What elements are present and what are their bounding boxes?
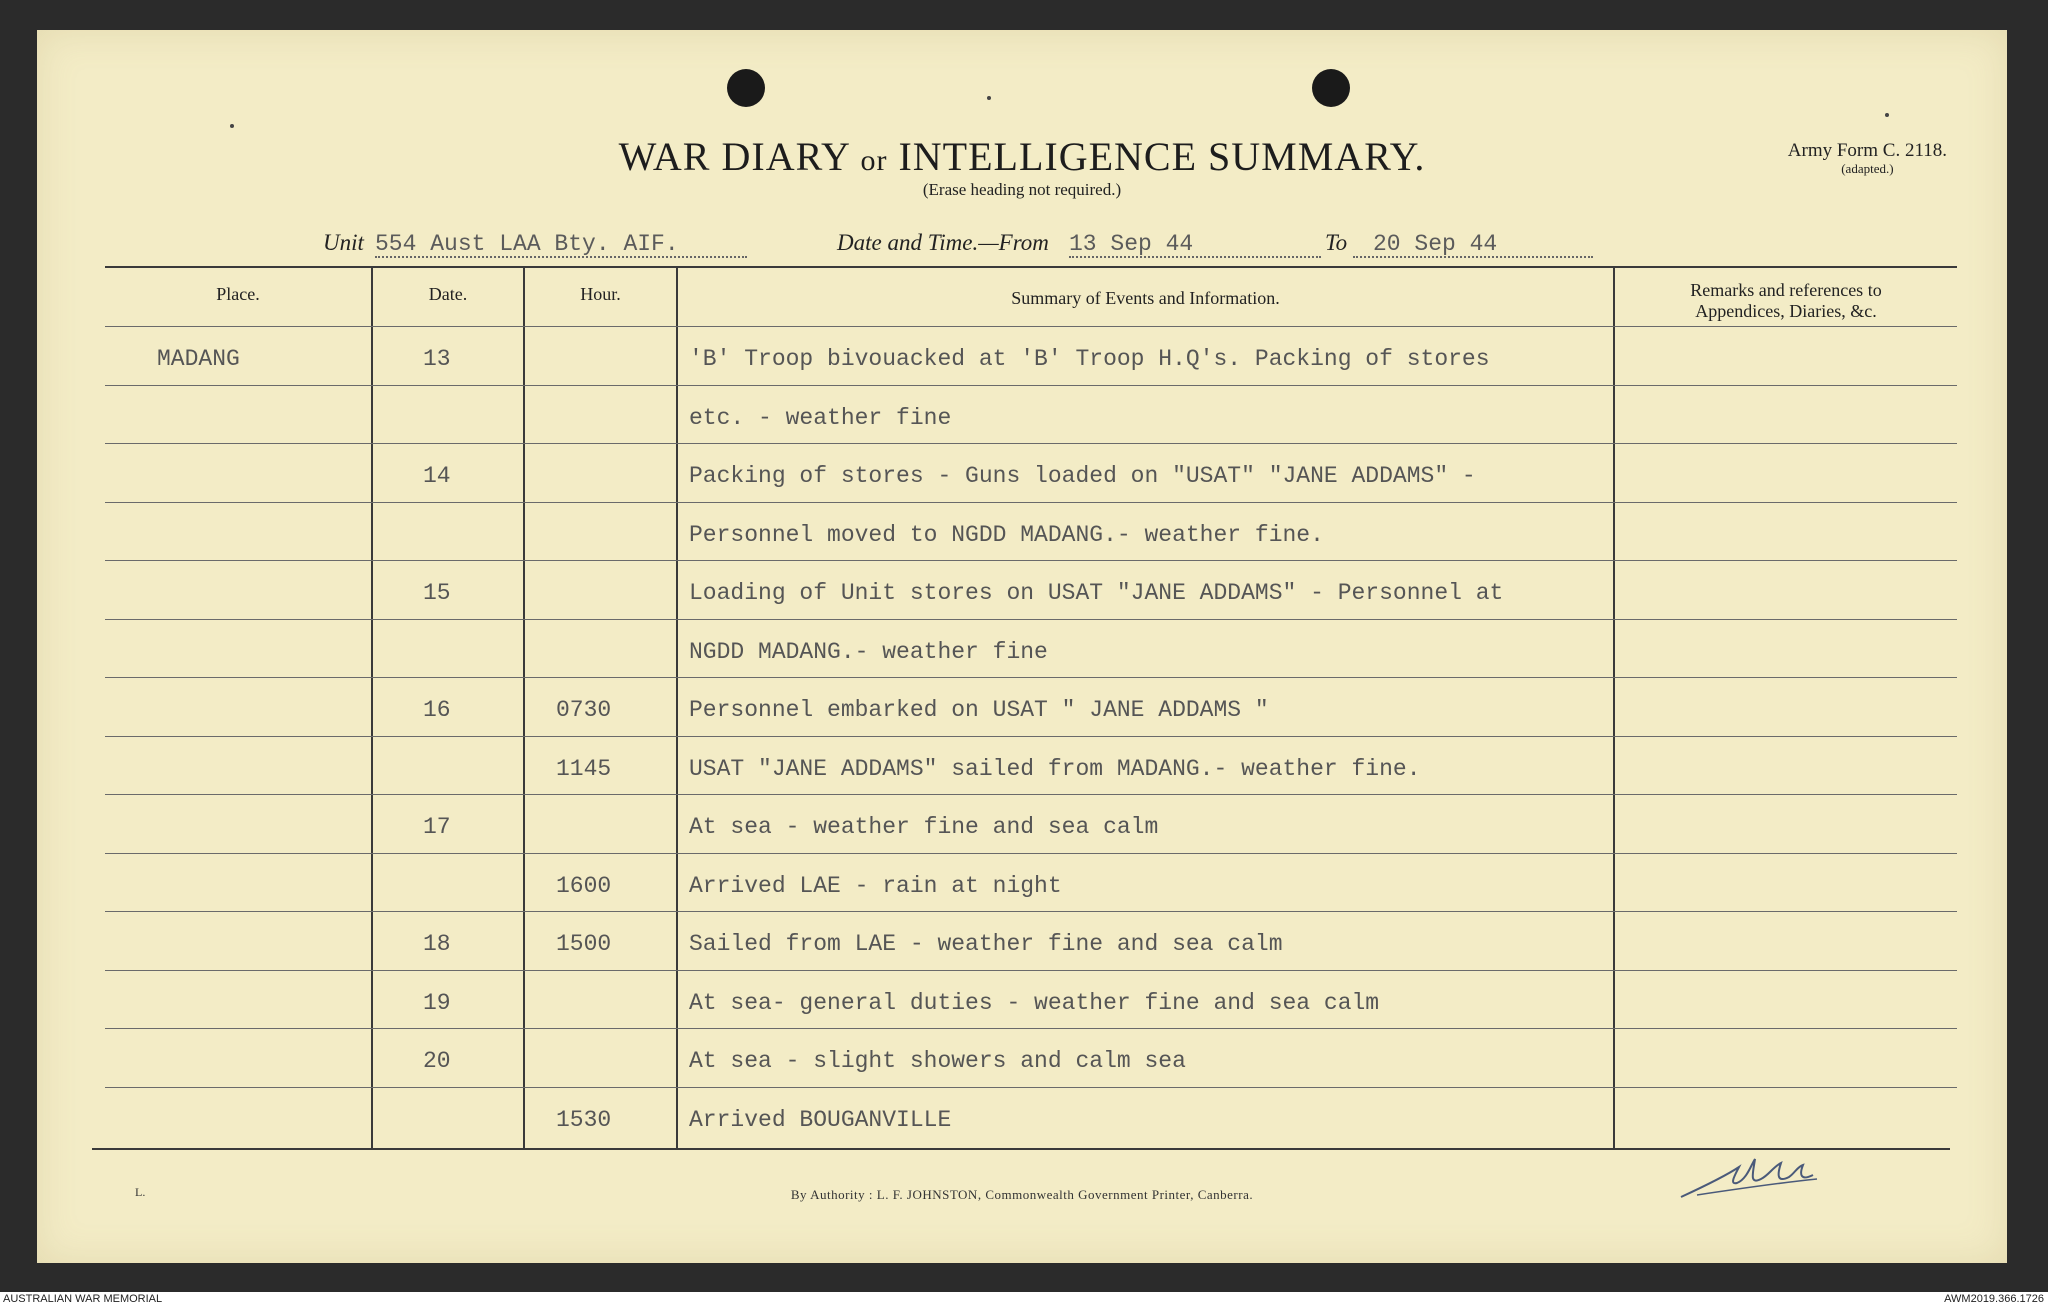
unit-date-line bbox=[323, 230, 1623, 266]
table-top-border bbox=[105, 266, 1957, 268]
column-header-remarks bbox=[1615, 280, 1957, 322]
column-header-summary: Summary of Events and Information. bbox=[1011, 288, 1280, 308]
table-bottom-border bbox=[92, 1148, 1950, 1150]
row-rule bbox=[105, 619, 1957, 620]
date-label: Date and Time.—From bbox=[837, 230, 1049, 255]
form-title bbox=[37, 133, 2007, 180]
summary-cell: Arrived LAE - rain at night bbox=[689, 872, 1062, 899]
form-subtitle: (Erase heading not required.) bbox=[922, 180, 1122, 199]
row-rule bbox=[105, 853, 1957, 854]
hour-cell: 0730 bbox=[556, 697, 612, 723]
summary-cell: Personnel embarked on USAT " JANE ADDAMS " bbox=[689, 697, 1269, 723]
title-part: INTELLIGENCE SUMMARY. bbox=[898, 134, 1426, 179]
unit-field bbox=[375, 230, 747, 258]
date-cell: 16 bbox=[423, 697, 451, 723]
row-rule bbox=[105, 794, 1957, 795]
date-cell: 15 bbox=[423, 580, 451, 606]
printer-authority: By Authority : L. F. JOHNSTON, Commonwealth Government Printer, Canberra. bbox=[790, 1187, 1254, 1202]
date-to-value: 20 Sep 44 bbox=[1373, 231, 1498, 257]
row-rule bbox=[105, 443, 1957, 444]
row-rule bbox=[105, 970, 1957, 971]
row-rule bbox=[105, 502, 1957, 503]
row-rule bbox=[105, 677, 1957, 678]
footer-mark: L. bbox=[135, 1185, 146, 1199]
army-form-number bbox=[1788, 142, 1947, 178]
hour-cell: 1600 bbox=[556, 872, 612, 899]
summary-cell: Packing of stores - Guns loaded on "USAT" "JANE ADDAMS" - bbox=[689, 463, 1476, 489]
column-header-hour: Hour. bbox=[580, 284, 621, 304]
row-rule bbox=[105, 326, 1957, 327]
summary-cell: Arrived BOUGANVILLE bbox=[689, 1106, 952, 1133]
title-part: WAR DIARY bbox=[618, 134, 850, 179]
summary-cell: USAT "JANE ADDAMS" sailed from MADANG.- weather fine. bbox=[689, 755, 1421, 782]
row-rule bbox=[105, 560, 1957, 561]
column-divider bbox=[371, 266, 373, 1148]
paper-speck bbox=[1885, 113, 1889, 117]
punch-hole-right bbox=[1312, 69, 1350, 107]
column-divider bbox=[1613, 266, 1615, 1148]
place-cell: MADANG bbox=[157, 346, 240, 372]
punch-hole-left bbox=[727, 69, 765, 107]
date-to-field bbox=[1353, 230, 1593, 258]
signature-initials bbox=[1677, 1145, 1827, 1205]
army-form-label: Army Form C. 2118. bbox=[1787, 140, 1947, 161]
row-rule bbox=[105, 1028, 1957, 1029]
paper-speck bbox=[987, 96, 991, 100]
army-form-adapted: (adapted.) bbox=[1841, 161, 1894, 176]
to-label: To bbox=[1325, 230, 1348, 255]
archive-name: AUSTRALIAN WAR MEMORIAL bbox=[3, 1293, 163, 1305]
hour-cell: 1500 bbox=[556, 931, 612, 957]
hour-cell: 1530 bbox=[556, 1106, 612, 1133]
summary-cell: At sea - weather fine and sea calm bbox=[689, 814, 1159, 840]
unit-label: Unit bbox=[323, 230, 364, 255]
date-cell: 17 bbox=[423, 814, 451, 840]
archive-reference: AWM2019.366.1726 bbox=[1944, 1293, 2044, 1305]
diary-sheet bbox=[37, 30, 2007, 1263]
column-header-place: Place. bbox=[216, 284, 260, 304]
row-rule bbox=[105, 1087, 1957, 1088]
date-from-field bbox=[1069, 230, 1321, 258]
date-cell: 14 bbox=[423, 463, 451, 489]
date-cell: 13 bbox=[423, 346, 451, 372]
archive-strip bbox=[0, 1292, 2048, 1308]
summary-cell: NGDD MADANG.- weather fine bbox=[689, 638, 1048, 665]
remarks-header-line: Appendices, Diaries, &c. bbox=[1695, 301, 1877, 321]
summary-cell: etc. - weather fine bbox=[689, 404, 952, 431]
row-rule bbox=[105, 385, 1957, 386]
summary-cell: Loading of Unit stores on USAT "JANE ADDAMS" - Personnel at bbox=[689, 580, 1504, 606]
hour-cell: 1145 bbox=[556, 755, 612, 782]
date-cell: 18 bbox=[423, 931, 451, 957]
summary-cell: Personnel moved to NGDD MADANG.- weather fine. bbox=[689, 521, 1324, 548]
row-rule bbox=[105, 736, 1957, 737]
column-divider bbox=[523, 266, 525, 1148]
date-cell: 19 bbox=[423, 989, 451, 1016]
date-from-value: 13 Sep 44 bbox=[1069, 231, 1194, 257]
summary-cell: At sea - slight showers and calm sea bbox=[689, 1048, 1186, 1074]
date-cell: 20 bbox=[423, 1048, 451, 1074]
summary-cell: 'B' Troop bivouacked at 'B' Troop H.Q's. Packing of stores bbox=[689, 346, 1490, 372]
signature-stroke bbox=[1681, 1159, 1813, 1197]
summary-cell: At sea- general duties - weather fine and sea calm bbox=[689, 989, 1380, 1016]
row-rule bbox=[105, 911, 1957, 912]
summary-cell: Sailed from LAE - weather fine and sea calm bbox=[689, 931, 1283, 957]
column-header-date: Date. bbox=[428, 284, 468, 304]
column-divider bbox=[676, 266, 678, 1148]
paper-speck bbox=[230, 124, 234, 128]
title-or: or bbox=[860, 144, 888, 177]
unit-value: 554 Aust LAA Bty. AIF. bbox=[375, 231, 679, 257]
remarks-header-line: Remarks and references to bbox=[1690, 280, 1882, 300]
